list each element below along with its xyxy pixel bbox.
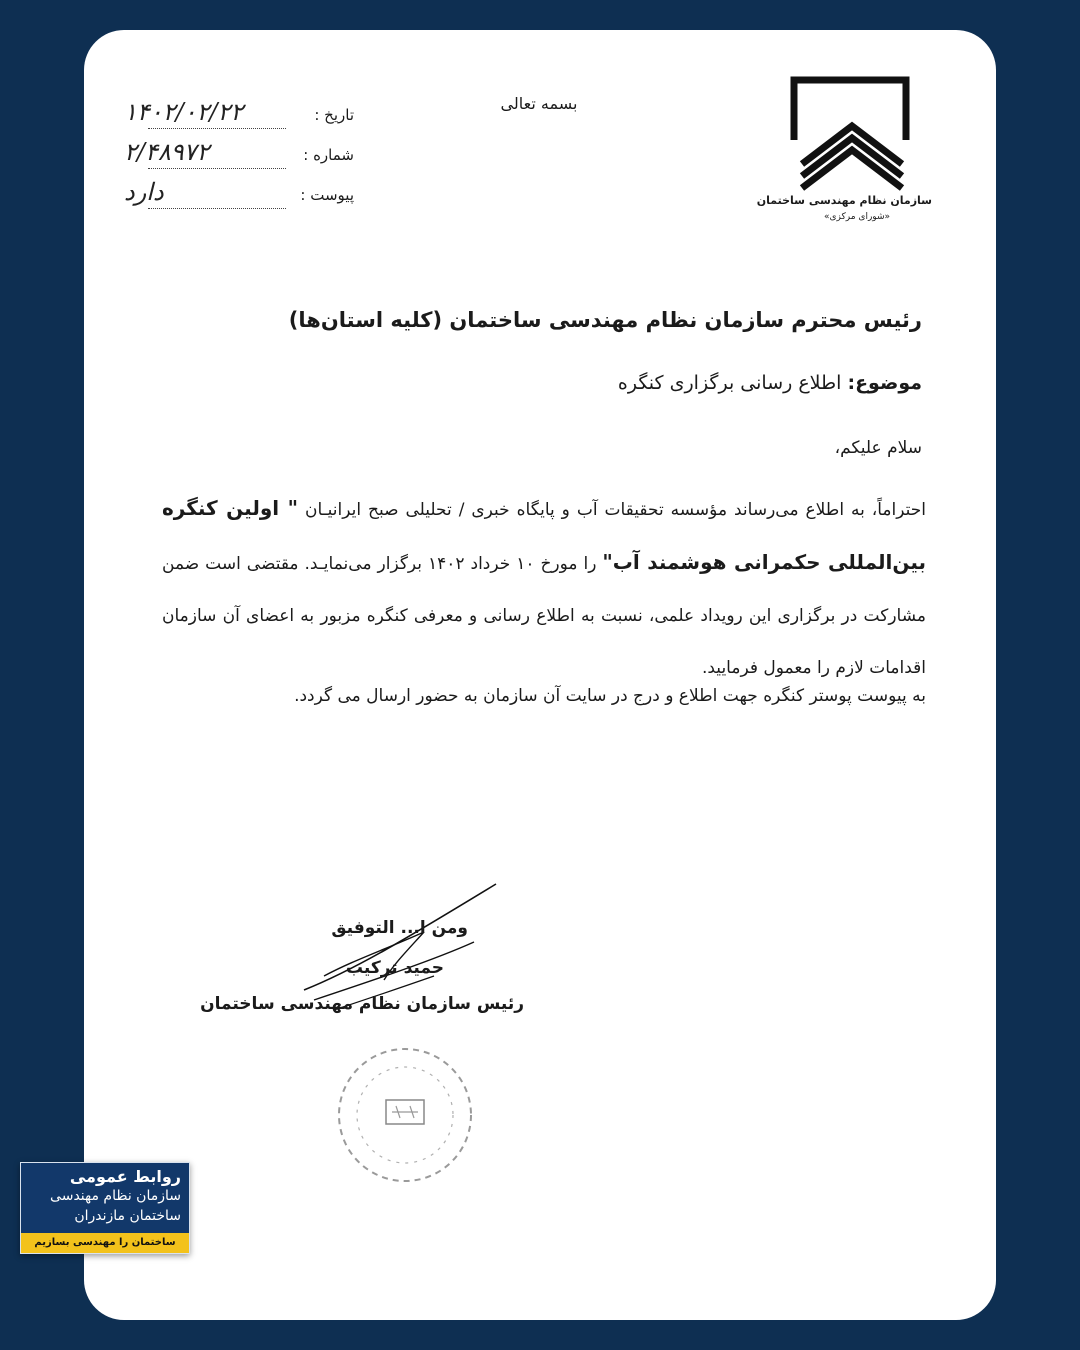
attachment-value: دارد bbox=[124, 178, 164, 206]
body-highlight: " اولین کنگره بین‌المللی حکمرانی هوشمند آب" bbox=[162, 496, 927, 574]
meta-date-row bbox=[124, 98, 354, 142]
badge-slogan: ساختمان را مهندسی بسازیم bbox=[21, 1233, 189, 1253]
letter-sheet bbox=[84, 30, 996, 1320]
attachment-note: به پیوست پوستر کنگره جهت اطلاع و درج در سایت آن سازمان به حضور ارسال می گردد. bbox=[294, 686, 926, 706]
badge-line-2: سازمان نظام مهندسی bbox=[50, 1188, 181, 1204]
number-label: شماره : bbox=[303, 146, 354, 164]
date-value: ۱۴۰۲/۰۲/۲۲ bbox=[124, 98, 244, 126]
signature-title: رئیس سازمان نظام مهندسی ساختمان bbox=[200, 994, 524, 1014]
letter-meta bbox=[124, 98, 354, 222]
badge-line-1: روابط عمومی bbox=[69, 1167, 181, 1186]
official-stamp-icon bbox=[330, 1040, 480, 1190]
letter-subject bbox=[222, 372, 922, 394]
subject-label: موضوع: bbox=[847, 372, 922, 394]
org-logo-icon bbox=[790, 76, 910, 191]
signature-block bbox=[200, 910, 534, 1060]
number-dotted-line bbox=[148, 168, 286, 169]
letter-greeting: سلام علیکم، bbox=[834, 438, 922, 458]
signature-name: حمید ترکیب bbox=[345, 958, 444, 978]
pr-badge bbox=[20, 1162, 190, 1254]
letter-document bbox=[84, 30, 996, 1320]
number-value: ۲/۴۸۹۷۲ bbox=[124, 138, 210, 166]
body-rest: را مورخ ۱۰ خرداد ۱۴۰۲ برگزار می‌نمایـد. مقتضی است ضمن مشارکت در برگزاری این رویداد علمی، نسبت به اطلاع رسانی و معرفی کنگره مزبور به اعضای آن سازمان اقدامات لازم را معمول فرمایید. bbox=[162, 554, 926, 678]
letter-recipient: رئیس محترم سازمان نظام مهندسی ساختمان (کلیه استان‌ها) bbox=[288, 308, 922, 332]
attachment-dotted-line bbox=[148, 208, 286, 209]
date-label: تاریخ : bbox=[314, 106, 354, 124]
meta-attachment-row bbox=[124, 178, 354, 222]
signature-closing: ومن ا... التوفیق bbox=[331, 918, 468, 938]
attachment-label: پیوست : bbox=[300, 186, 354, 204]
body-intro: احتراماً، به اطلاع می‌رساند مؤسسه تحقیقات آب و پایگاه خبری / تحلیلی صبح ایرانیـان bbox=[305, 500, 927, 520]
date-dotted-line bbox=[148, 128, 286, 129]
subject-text: اطلاع رسانی برگزاری کنگره bbox=[617, 372, 842, 394]
letter-body bbox=[162, 482, 926, 694]
basmala: بسمه تعالی bbox=[500, 94, 578, 113]
org-logo bbox=[756, 76, 940, 256]
logo-sub-name: «شورای مرکزی» bbox=[823, 212, 890, 222]
badge-line-3: ساختمان مازندران bbox=[74, 1208, 181, 1224]
meta-number-row bbox=[124, 138, 354, 182]
logo-org-name: سازمان نظام مهندسی ساختمان bbox=[756, 194, 932, 207]
